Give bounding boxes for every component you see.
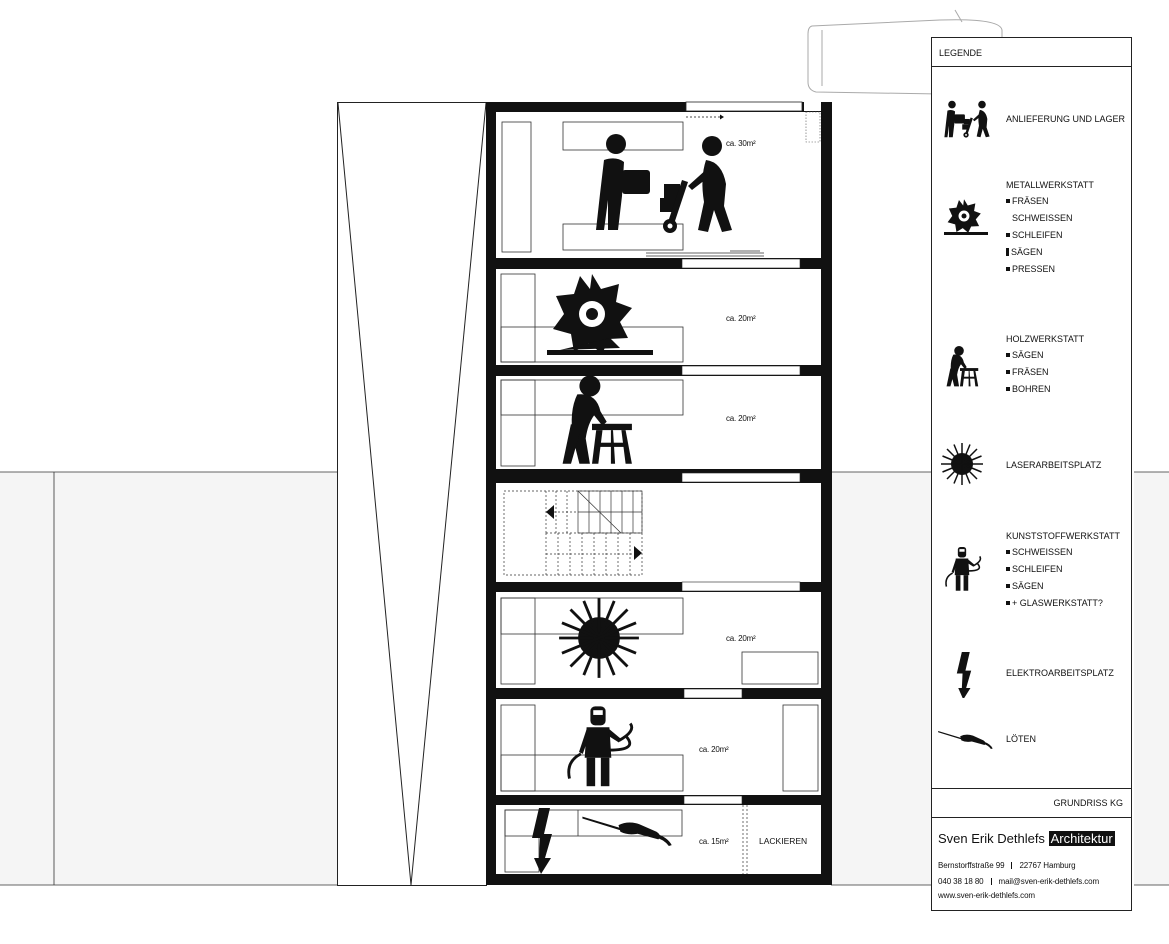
firm-address (938, 861, 1076, 870)
legend-subitem: SCHLEIFEN (1006, 561, 1103, 578)
legend-subitem: + GLASWERKSTATT? (1006, 595, 1103, 612)
firm-street: Bernstorffstraße 99 (938, 861, 1005, 870)
firm-contact (938, 877, 1099, 886)
firm-name-text: Sven Erik Dethlefs (938, 831, 1045, 846)
delivery-icon (938, 96, 994, 140)
room-2-area: ca. 20m² (726, 314, 756, 323)
room-5-area: ca. 20m² (726, 634, 756, 643)
legend-item-title: ELEKTROARBEITSPLATZ (1006, 668, 1114, 678)
room-7-area: ca. 15m² (699, 837, 729, 846)
legend-item-title: LASERARBEITSPLATZ (1006, 460, 1102, 470)
room-1-area: ca. 30m² (726, 139, 756, 148)
firm-web: www.sven-erik-dethlefs.com (938, 891, 1035, 900)
saw-blade-icon (938, 194, 994, 238)
legend-subitem: PRESSEN (1006, 261, 1073, 278)
room-6-area: ca. 20m² (699, 745, 729, 754)
sheet-title: GRUNDRISS KG (1053, 798, 1123, 808)
legend-subitem: FRÄSEN (1006, 193, 1073, 210)
legend-subitem: BOHREN (1006, 381, 1051, 398)
legend-subitem: SCHWEISSEN (1012, 213, 1073, 223)
firm-website (938, 891, 1035, 900)
legend-item-title: LÖTEN (1006, 734, 1037, 744)
legend-subitem: SÄGEN (1006, 244, 1073, 261)
legend-item-title: KUNSTSTOFFWERKSTATT (1006, 531, 1120, 541)
laser-burst-icon (938, 442, 994, 486)
legend-subitem: SCHLEIFEN (1006, 227, 1073, 244)
firm-tag: Architektur (1050, 831, 1113, 846)
legend-header (932, 38, 1131, 67)
legend-subitem: FRÄSEN (1006, 364, 1051, 381)
legend-title: LEGENDE (939, 48, 983, 58)
firm-name (938, 831, 1115, 846)
soldering-iron-icon (938, 718, 994, 762)
legend-subitem: SCHWEISSEN (1006, 544, 1103, 561)
legend-item-title: ANLIEFERUNG UND LAGER (1006, 114, 1126, 124)
firm-email: mail@sven-erik-dethlefs.com (998, 877, 1100, 886)
firm-phone: 040 38 18 80 (938, 877, 984, 886)
woodworker-icon (938, 344, 994, 388)
legend-panel (931, 37, 1132, 911)
legend-subitem: SÄGEN (1006, 347, 1051, 364)
firm-city: 22767 Hamburg (1019, 861, 1076, 870)
legend-item-title: HOLZWERKSTATT (1006, 334, 1085, 344)
legend-item-title: METALLWERKSTATT (1006, 180, 1094, 190)
room-3-area: ca. 20m² (726, 414, 756, 423)
room-laser-burst-icon (559, 598, 639, 678)
legend-subitem: SÄGEN (1006, 578, 1103, 595)
sheet-title-bar (932, 788, 1131, 818)
room-7-label: LACKIEREN (759, 836, 808, 846)
lightning-icon (938, 648, 994, 698)
welder-icon (938, 541, 994, 595)
